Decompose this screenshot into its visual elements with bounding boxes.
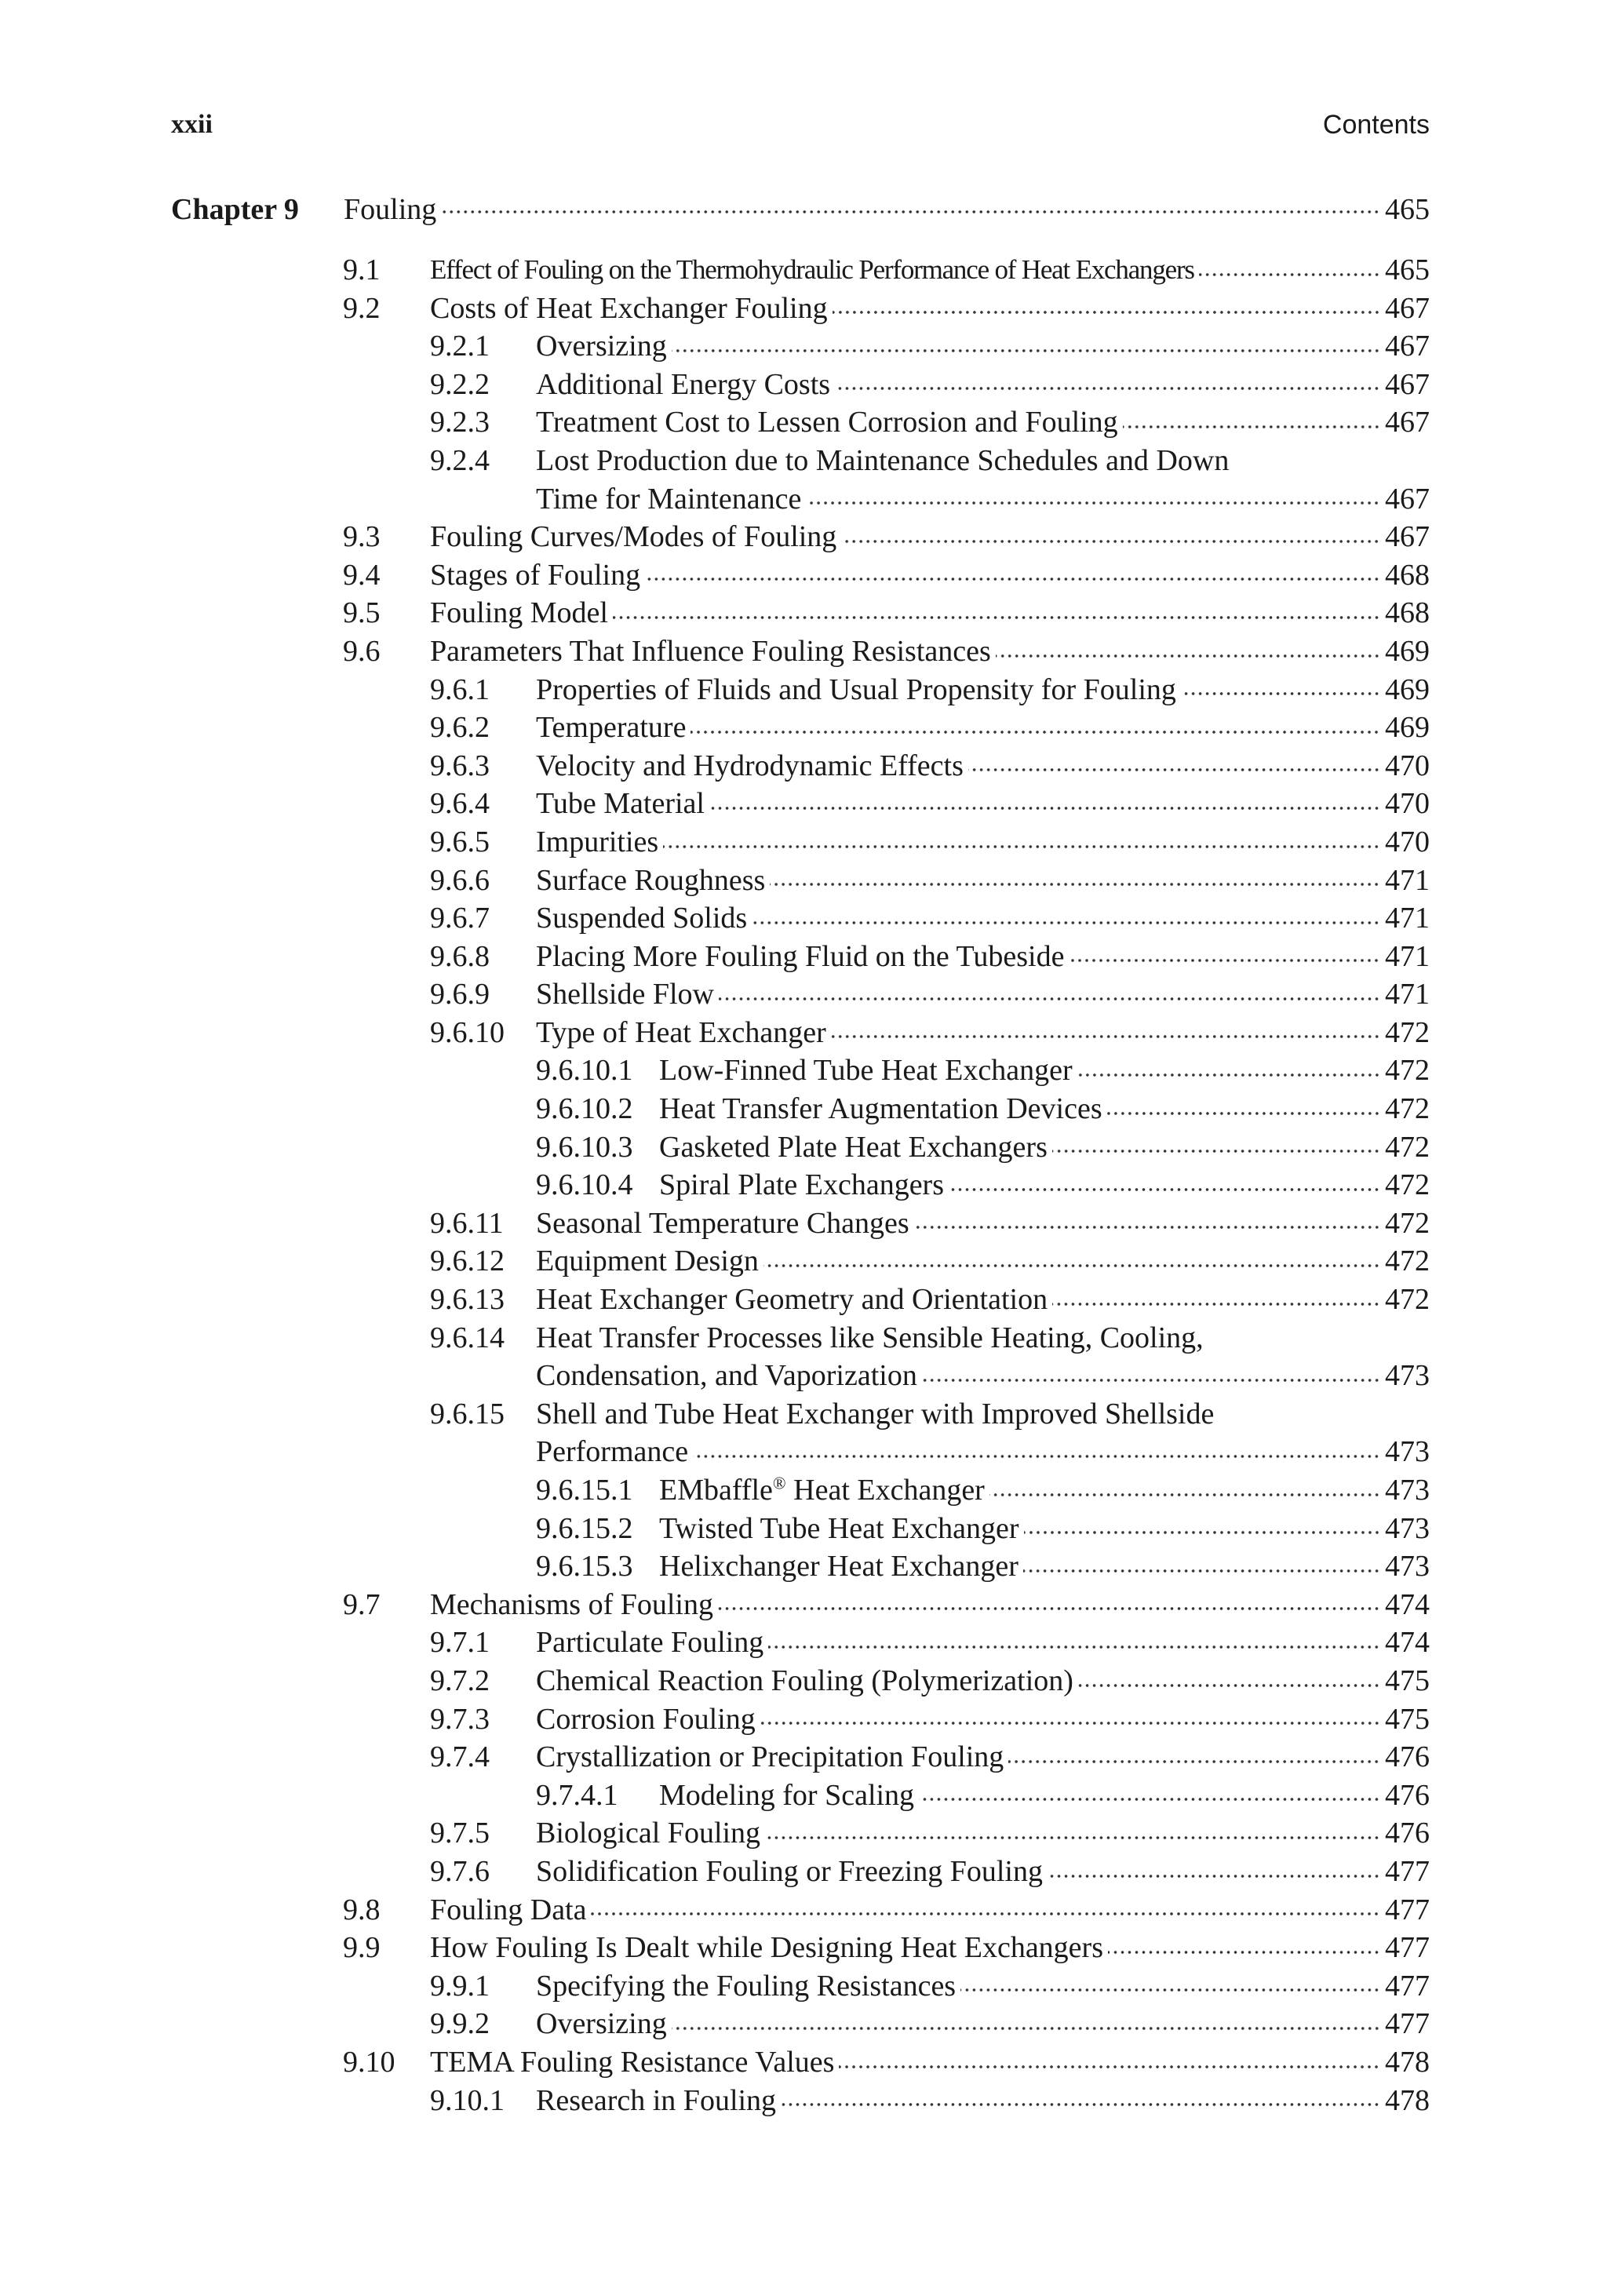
toc-entry-number: 9.7.4 (430, 1740, 490, 1774)
toc-entry-title: Oversizing (536, 330, 667, 363)
dot-leader (441, 207, 1380, 217)
toc-entry-page: 472 (1385, 1245, 1430, 1278)
toc-entry-number: 9.7.4.1 (536, 1778, 618, 1812)
dot-leader (922, 1376, 1380, 1385)
dot-leader (672, 346, 1380, 355)
toc-entry[interactable] (0, 1090, 1607, 1128)
toc-entry-line (536, 785, 1430, 823)
dot-leader (781, 2100, 1380, 2109)
toc-entry-number: 9.1 (343, 253, 381, 286)
toc-entry[interactable] (0, 1853, 1607, 1891)
toc-entry-title: Suspended Solids (536, 902, 748, 935)
toc-entry-number: 9.4 (343, 558, 381, 592)
toc-entry-number: 9.6.12 (430, 1245, 505, 1278)
toc-entry-number: 9.6.3 (430, 749, 490, 782)
toc-entry-number: 9.7.6 (430, 1854, 490, 1888)
toc-entry-title: Fouling Model (430, 596, 608, 630)
toc-entry-page: 469 (1385, 634, 1430, 668)
dot-leader (989, 1490, 1380, 1500)
dot-leader (770, 880, 1380, 889)
toc-entry-page: 473 (1385, 1474, 1430, 1507)
toc-entry-title: Condensation, and Vaporization (536, 1359, 917, 1393)
dot-leader (1048, 1871, 1380, 1881)
toc-entry-number: 9.8 (343, 1893, 381, 1926)
toc-entry[interactable] (0, 1967, 1607, 2006)
toc-entry-title: Type of Heat Exchanger (536, 1015, 826, 1049)
toc-entry-page: 469 (1385, 711, 1430, 745)
toc-entry-line (659, 1128, 1430, 1167)
toc-entry-number: 9.6.15.2 (536, 1511, 633, 1545)
toc-entry-page: 475 (1385, 1664, 1430, 1697)
toc-entry[interactable] (0, 899, 1607, 938)
dot-leader (1107, 1109, 1380, 1118)
toc-entry-title: Solidification Fouling or Freezing Fouling (536, 1854, 1043, 1888)
page-header (171, 110, 1430, 144)
toc-entry-number: 9.6.10.2 (536, 1092, 633, 1126)
toc-entry-page: 472 (1385, 1092, 1430, 1126)
toc-entry[interactable] (0, 1242, 1607, 1281)
toc-entry-number: 9.6.7 (430, 902, 490, 935)
toc-entry-number: 9.10.1 (430, 2083, 505, 2117)
toc-entry-line (536, 1624, 1430, 1662)
toc-entry-number: 9.6 (343, 634, 381, 668)
toc-entry[interactable] (0, 2005, 1607, 2043)
dot-leader (768, 1642, 1380, 1652)
toc-entry-line (659, 1090, 1430, 1128)
toc-entry-number: 9.6.9 (430, 978, 490, 1011)
toc-entry-line (536, 747, 1430, 785)
toc-entry-page: 467 (1385, 367, 1430, 401)
toc-entry-line (536, 1204, 1430, 1243)
toc-entry-number: 9.6.10.3 (536, 1130, 633, 1164)
toc-entry-line (536, 2082, 1430, 2120)
toc-entry[interactable] (0, 1738, 1607, 1777)
toc-entry[interactable] (0, 2082, 1607, 2120)
toc-entry[interactable] (0, 1166, 1607, 1204)
toc-entry-page: 470 (1385, 749, 1430, 782)
toc-entry[interactable] (0, 1662, 1607, 1700)
toc-entry-number: 9.9 (343, 1931, 381, 1965)
dot-leader (1052, 1299, 1380, 1309)
toc-entry-title: Stages of Fouling (430, 558, 641, 592)
toc-entry-line (536, 1281, 1430, 1319)
toc-entry-line (430, 251, 1430, 290)
running-title: Contents (1322, 110, 1430, 140)
toc-entry-title: Spiral Plate Exchangers (659, 1168, 945, 1202)
toc-entry-title: Equipment Design (536, 1245, 759, 1278)
toc-entry-line (536, 823, 1430, 862)
toc-list (0, 251, 1607, 2119)
toc-entry-number: 9.7.5 (430, 1817, 490, 1850)
toc-entry-title: Velocity and Hydrodynamic Effects (536, 749, 964, 782)
toc-entry-number: 9.6.6 (430, 863, 490, 897)
toc-entry-title: Modeling for Scaling (659, 1778, 915, 1812)
toc-entry[interactable] (0, 442, 1607, 480)
toc-entry[interactable] (0, 403, 1607, 442)
dot-leader (1069, 956, 1380, 965)
toc-entry-title: Parameters That Influence Fouling Resistances (430, 634, 991, 668)
toc-entry[interactable] (0, 1814, 1607, 1853)
page-number: xxii (171, 110, 213, 139)
toc-entry-title: Fouling Curves/Modes of Fouling (430, 520, 837, 554)
toc-entry-page: 467 (1385, 291, 1430, 325)
dot-leader (1123, 422, 1380, 432)
toc-entry-line (659, 1777, 1430, 1815)
toc-entry-title: Low-Finned Tube Heat Exchanger (659, 1054, 1073, 1088)
dot-leader (763, 1261, 1380, 1270)
dot-leader (718, 1604, 1380, 1613)
dot-leader (968, 765, 1380, 774)
toc-entry-page: 468 (1385, 596, 1430, 630)
toc-entry-title: Impurities (536, 825, 659, 858)
toc-entry-title: How Fouling Is Dealt while Designing Heat Exchangers (430, 1931, 1103, 1965)
toc-entry-page: 474 (1385, 1587, 1430, 1621)
toc-entry-line (536, 1967, 1430, 2006)
toc-entry-line (536, 1814, 1430, 1853)
toc-entry-page: 467 (1385, 330, 1430, 363)
toc-entry-title: EMbaffle® Heat Exchanger (659, 1473, 985, 1507)
toc-entry[interactable] (0, 1128, 1607, 1167)
toc-entry-number: 9.9.1 (430, 1969, 490, 2003)
dot-leader (831, 1032, 1380, 1041)
toc-entry[interactable] (0, 632, 1607, 671)
toc-entry[interactable] (0, 2043, 1607, 2082)
toc-entry-line (536, 1357, 1430, 1395)
toc-entry-line (536, 1700, 1430, 1739)
toc-entry[interactable] (0, 1471, 1607, 1510)
toc-entry[interactable] (0, 938, 1607, 976)
toc-entry-line (430, 556, 1430, 595)
toc-entry-number: 9.2.1 (430, 330, 490, 363)
toc-entry-title: Surface Roughness (536, 863, 766, 897)
toc-entry-title: Mechanisms of Fouling (430, 1587, 713, 1621)
toc-entry[interactable] (0, 366, 1607, 404)
toc-entry-page: 472 (1385, 1283, 1430, 1317)
toc-entry-number: 9.7.2 (430, 1664, 490, 1697)
toc-entry-line (659, 1051, 1430, 1090)
toc-entry-line (659, 1471, 1430, 1510)
toc-entry[interactable] (0, 480, 1607, 519)
toc-entry-title: Additional Energy Costs (536, 367, 831, 401)
toc-entry-number: 9.7 (343, 1587, 381, 1621)
toc-entry-number: 9.6.2 (430, 711, 490, 745)
chapter-page: 465 (1385, 193, 1430, 226)
toc-entry-title: Costs of Heat Exchanger Fouling (430, 291, 828, 325)
toc-entry-line (536, 366, 1430, 404)
toc-entry-line (659, 1166, 1430, 1204)
toc-entry-line (536, 709, 1430, 747)
toc-entry-page: 477 (1385, 2007, 1430, 2041)
toc-entry-number: 9.6.15.1 (536, 1474, 633, 1507)
toc-entry-number: 9.6.5 (430, 825, 490, 858)
toc-entry-title: Properties of Fluids and Usual Propensity for Fouling (536, 672, 1176, 706)
toc-entry-page: 475 (1385, 1702, 1430, 1736)
dot-leader (949, 1185, 1380, 1194)
chapter-label: Chapter 9 (171, 193, 299, 226)
dot-leader (752, 918, 1380, 928)
toc-entry-number: 9.6.10.1 (536, 1054, 633, 1088)
toc-entry-page: 471 (1385, 902, 1430, 935)
toc-entry-page: 476 (1385, 1817, 1430, 1850)
dot-leader (591, 1909, 1380, 1919)
toc-entry-number: 9.6.15 (430, 1397, 505, 1430)
toc-entry-page: 472 (1385, 1206, 1430, 1240)
toc-entry[interactable] (0, 556, 1607, 595)
toc-entry-title: Temperature (536, 711, 687, 745)
toc-entry-title: Heat Exchanger Geometry and Orientation (536, 1283, 1048, 1317)
dot-leader (996, 651, 1380, 661)
dot-leader (1052, 1146, 1380, 1156)
toc-entry-line (430, 1929, 1430, 1967)
toc-entry-page: 474 (1385, 1626, 1430, 1660)
toc-entry-number: 9.3 (343, 520, 381, 554)
toc-entry-title: Treatment Cost to Lessen Corrosion and Fouling (536, 406, 1118, 439)
toc-entry[interactable] (0, 671, 1607, 709)
dot-leader (693, 1452, 1380, 1461)
toc-entry-number: 9.2.4 (430, 443, 490, 477)
toc-entry[interactable] (0, 1051, 1607, 1090)
toc-entry[interactable] (0, 1319, 1607, 1358)
toc-entry-title: Research in Fouling (536, 2083, 777, 2117)
toc-entry-page: 471 (1385, 939, 1430, 973)
toc-entry-page: 470 (1385, 787, 1430, 821)
toc-entry-page: 473 (1385, 1550, 1430, 1584)
dot-leader (960, 1985, 1380, 1995)
toc-entry[interactable] (0, 251, 1607, 290)
toc-entry-page: 471 (1385, 863, 1430, 897)
toc-entry-title: Time for Maintenance (536, 482, 802, 516)
toc-entry-number: 9.6.10 (430, 1015, 505, 1049)
toc-entry-title: Fouling Data (430, 1893, 587, 1926)
toc-entry-page: 476 (1385, 1778, 1430, 1812)
toc-entry[interactable] (0, 1357, 1607, 1395)
toc-entry-title: TEMA Fouling Resistance Values (430, 2045, 835, 2079)
toc-entry[interactable] (0, 1929, 1607, 1967)
toc-entry-page: 467 (1385, 482, 1430, 516)
toc-entry[interactable] (0, 862, 1607, 900)
toc-entry-title: Heat Transfer Processes like Sensible Heating, Cooling, (536, 1321, 1204, 1354)
toc-entry-number: 9.9.2 (430, 2007, 490, 2041)
toc-entry-number: 9.6.8 (430, 939, 490, 973)
toc-entry-page: 476 (1385, 1740, 1430, 1774)
toc-entry-page: 477 (1385, 1931, 1430, 1965)
toc-entry[interactable] (0, 785, 1607, 823)
toc-entry-line (536, 1014, 1430, 1052)
toc-entry-page: 472 (1385, 1054, 1430, 1088)
chapter-title: Fouling (344, 193, 437, 226)
toc-entry-line (659, 1510, 1430, 1548)
toc-entry-line (536, 1242, 1430, 1281)
toc-entry-line (430, 2043, 1430, 2082)
toc-entry-title: Helixchanger Heat Exchanger (659, 1550, 1018, 1584)
toc-entry-line (536, 975, 1430, 1014)
toc-entry-line (536, 1853, 1430, 1891)
dot-leader (709, 804, 1380, 813)
chapter-entry[interactable] (171, 192, 1430, 239)
toc-entry-page: 472 (1385, 1168, 1430, 1202)
dot-leader (1023, 1566, 1380, 1576)
toc-entry-line (430, 594, 1430, 632)
toc-entry-line (430, 1586, 1430, 1624)
toc-entry-number: 9.6.1 (430, 672, 490, 706)
dot-leader (691, 727, 1380, 737)
dot-leader (806, 498, 1380, 508)
toc-entry-title: Tube Material (536, 787, 705, 821)
dot-leader (914, 1223, 1380, 1232)
toc-entry[interactable] (0, 327, 1607, 366)
toc-entry-title: Gasketed Plate Heat Exchangers (659, 1130, 1048, 1164)
toc-entry-number: 9.2.3 (430, 406, 490, 439)
toc-entry-line (536, 327, 1430, 366)
toc-entry-line (430, 1891, 1430, 1930)
toc-entry-line (536, 938, 1430, 976)
dot-leader (839, 2062, 1380, 2072)
toc-entry-title: Performance (536, 1435, 689, 1469)
dot-leader (1199, 270, 1380, 279)
toc-entry[interactable] (0, 1014, 1607, 1052)
toc-entry-line (430, 518, 1430, 556)
toc-entry[interactable] (0, 1433, 1607, 1471)
toc-entry-page: 473 (1385, 1359, 1430, 1393)
toc-entry-number: 9.6.11 (430, 1206, 504, 1240)
toc-entry[interactable] (0, 1204, 1607, 1243)
toc-entry-number: 9.6.14 (430, 1321, 505, 1354)
toc-entry[interactable] (0, 747, 1607, 785)
toc-entry[interactable] (0, 1700, 1607, 1739)
chapter-title-line (344, 192, 1430, 227)
dot-leader (841, 537, 1380, 546)
toc-entry-title: Biological Fouling (536, 1817, 761, 1850)
toc-entry[interactable] (0, 823, 1607, 862)
toc-entry-page: 477 (1385, 1893, 1430, 1926)
toc-entry[interactable] (0, 1586, 1607, 1624)
dot-leader (835, 384, 1380, 393)
dot-leader (613, 613, 1380, 622)
toc-entry-number: 9.6.13 (430, 1283, 505, 1317)
toc-entry[interactable] (0, 1624, 1607, 1662)
toc-entry-page: 465 (1385, 253, 1430, 286)
toc-entry-page: 471 (1385, 978, 1430, 1011)
dot-leader (645, 574, 1380, 584)
toc-entry-line (536, 1433, 1430, 1471)
toc-entry-title: Seasonal Temperature Changes (536, 1206, 909, 1240)
dot-leader (833, 308, 1380, 317)
toc-entry-number: 9.5 (343, 596, 381, 630)
toc-entry-line (536, 899, 1430, 938)
toc-entry-title: Specifying the Fouling Resistances (536, 1969, 957, 2003)
dot-leader (663, 842, 1380, 851)
toc-entry-page: 472 (1385, 1015, 1430, 1049)
toc-entry-line (536, 1662, 1430, 1700)
toc-entry[interactable] (0, 709, 1607, 747)
toc-entry[interactable] (0, 518, 1607, 556)
toc-entry[interactable] (0, 1891, 1607, 1930)
toc-entry-line (430, 290, 1430, 328)
toc-entry-title: Particulate Fouling (536, 1626, 764, 1660)
toc-entry-page: 473 (1385, 1435, 1430, 1469)
toc-entry-number: 9.7.1 (430, 1626, 490, 1660)
toc-entry[interactable] (0, 290, 1607, 328)
toc-entry-page: 472 (1385, 1130, 1430, 1164)
toc-entry-title: Chemical Reaction Fouling (Polymerization) (536, 1664, 1073, 1697)
toc-entry-page: 478 (1385, 2083, 1430, 2117)
toc-entry[interactable] (0, 1395, 1607, 1434)
toc-entry-number: 9.7.3 (430, 1702, 490, 1736)
toc-entry-line (536, 671, 1430, 709)
dot-leader (1077, 1070, 1380, 1080)
toc-entry-line (536, 862, 1430, 900)
toc-entry[interactable] (0, 1281, 1607, 1319)
toc-entry-number: 9.6.4 (430, 787, 490, 821)
toc-entry-page: 468 (1385, 558, 1430, 592)
dot-leader (719, 994, 1380, 1004)
dot-leader (1181, 689, 1380, 698)
toc-entry[interactable] (0, 1777, 1607, 1815)
toc-entry-line (536, 403, 1430, 442)
toc-entry-page: 478 (1385, 2045, 1430, 2079)
toc-entry[interactable] (0, 975, 1607, 1014)
toc-entry-title: Crystallization or Precipitation Fouling (536, 1740, 1004, 1774)
toc-entry-page: 467 (1385, 520, 1430, 554)
toc-entry-line (659, 1547, 1430, 1586)
toc-entry-title: Twisted Tube Heat Exchanger (659, 1511, 1019, 1545)
toc-entry-title: Placing More Fouling Fluid on the Tubeside (536, 939, 1065, 973)
toc-entry[interactable] (0, 1547, 1607, 1586)
dot-leader (919, 1795, 1380, 1804)
toc-entry-title: Heat Transfer Augmentation Devices (659, 1092, 1102, 1126)
toc-entry-page: 477 (1385, 1854, 1430, 1888)
dot-leader (1108, 1948, 1380, 1957)
toc-entry-page: 470 (1385, 825, 1430, 858)
toc-entry-title: Oversizing (536, 2007, 667, 2041)
dot-leader (1024, 1528, 1380, 1537)
toc-entry-page: 467 (1385, 406, 1430, 439)
toc-entry[interactable] (0, 1510, 1607, 1548)
toc-entry-title: Lost Production due to Maintenance Schedules and Down (536, 443, 1230, 477)
toc-entry-number: 9.2.2 (430, 367, 490, 401)
toc-entry-title: Shellside Flow (536, 978, 714, 1011)
toc-entry-line (430, 632, 1430, 671)
dot-leader (1008, 1757, 1380, 1766)
toc-entry-line (536, 2005, 1430, 2043)
toc-entry-page: 477 (1385, 1969, 1430, 2003)
toc-entry-line (536, 1738, 1430, 1777)
toc-entry-number: 9.6.10.4 (536, 1168, 633, 1202)
toc-entry[interactable] (0, 594, 1607, 632)
toc-entry-number: 9.2 (343, 291, 381, 325)
toc-entry-page: 469 (1385, 672, 1430, 706)
toc-entry-line (536, 480, 1430, 519)
toc-entry-title: Corrosion Fouling (536, 1702, 756, 1736)
toc-entry-title: Shell and Tube Heat Exchanger with Improved Shellside (536, 1397, 1215, 1430)
toc-entry-page: 473 (1385, 1511, 1430, 1545)
dot-leader (1078, 1681, 1380, 1690)
dot-leader (760, 1718, 1380, 1728)
toc-entry-number: 9.6.15.3 (536, 1550, 633, 1584)
toc-entry-title: Effect of Fouling on the Thermohydraulic Performance of Heat Exchangers (430, 254, 1194, 285)
dot-leader (672, 2024, 1380, 2033)
dot-leader (765, 1833, 1380, 1842)
toc-entry-number: 9.10 (343, 2045, 395, 2079)
